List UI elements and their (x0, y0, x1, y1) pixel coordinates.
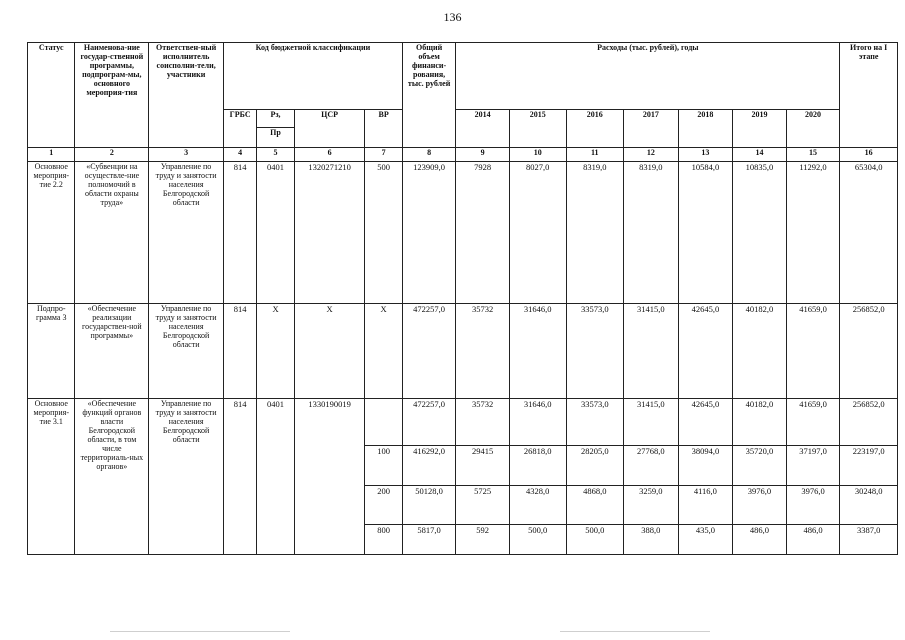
row-stage-total: 3387,0 (840, 525, 898, 555)
column-number: 12 (624, 148, 679, 162)
row-year-value: 33573,0 (566, 399, 624, 446)
row-stage-total: 65304,0 (840, 162, 898, 304)
header-budget-code: Код бюджетной классификации (224, 43, 403, 110)
column-number: 16 (840, 148, 898, 162)
row-total: 472257,0 (402, 304, 456, 399)
row-year-value: 500,0 (509, 525, 566, 555)
row-vr: 800 (365, 525, 402, 555)
row-total: 472257,0 (402, 399, 456, 446)
row-year-value: 41659,0 (786, 304, 840, 399)
row-year-value: 27768,0 (624, 446, 679, 486)
row-grbs: 814 (224, 399, 257, 555)
header-year-2017: 2017 (624, 110, 679, 148)
column-number: 15 (786, 148, 840, 162)
row-year-value: 26818,0 (509, 446, 566, 486)
row-year-value: 486,0 (786, 525, 840, 555)
row-year-value: 4116,0 (678, 486, 733, 525)
header-year-2019: 2019 (733, 110, 787, 148)
row-year-value: 40182,0 (733, 304, 787, 399)
header-row (28, 43, 898, 110)
column-number: 5 (257, 148, 294, 162)
row-year-value: 5725 (456, 486, 510, 525)
row-status: Основное мероприя-тие 3.1 (28, 399, 75, 555)
row-responsible: Управление по труду и занятости населения Белгородской области (149, 162, 224, 304)
row-year-value: 38094,0 (678, 446, 733, 486)
row-rzpr: 0401 (257, 399, 294, 555)
row-year-value: 31646,0 (509, 399, 566, 446)
row-year-value: 29415 (456, 446, 510, 486)
row-name: «Обеспечение реализации государствен-ной программы» (75, 304, 149, 399)
header-year-2015: 2015 (509, 110, 566, 148)
scan-artifact (560, 631, 710, 632)
row-total: 5817,0 (402, 525, 456, 555)
header-responsible: Ответствен-ный исполнитель соисполни-тели, участники (149, 43, 224, 148)
header-grbs: ГРБС (224, 110, 257, 148)
row-vr: 500 (365, 162, 402, 304)
row-year-value: 11292,0 (786, 162, 840, 304)
header-stage-total: Итого на I этапе (840, 43, 898, 148)
row-grbs: 814 (224, 304, 257, 399)
row-status: Основное мероприя-тие 2.2 (28, 162, 75, 304)
row-year-value: 592 (456, 525, 510, 555)
row-responsible: Управление по труду и занятости населения Белгородской области (149, 304, 224, 399)
column-number: 8 (402, 148, 456, 162)
row-year-value: 4328,0 (509, 486, 566, 525)
row-year-value: 10835,0 (733, 162, 787, 304)
row-year-value: 500,0 (566, 525, 624, 555)
row-csr: X (294, 304, 365, 399)
header-name: Наименова-ние государ-ственной программы, подпрограм-мы, основного мероприя-тия (75, 43, 149, 148)
row-year-value: 3976,0 (733, 486, 787, 525)
row-year-value: 4868,0 (566, 486, 624, 525)
header-expenses: Расходы (тыс. рублей), годы (456, 43, 840, 110)
table-row (28, 304, 898, 399)
column-number: 6 (294, 148, 365, 162)
header-pr: Пр (257, 128, 294, 148)
row-year-value: 35732 (456, 304, 510, 399)
row-year-value: 31415,0 (624, 304, 679, 399)
column-number-row (28, 148, 898, 162)
row-csr: 1320271210 (294, 162, 365, 304)
column-number: 11 (566, 148, 624, 162)
row-year-value: 10584,0 (678, 162, 733, 304)
row-year-value: 8319,0 (624, 162, 679, 304)
row-year-value: 8027,0 (509, 162, 566, 304)
row-stage-total: 223197,0 (840, 446, 898, 486)
header-year-2014: 2014 (456, 110, 510, 148)
column-number: 3 (149, 148, 224, 162)
header-status: Статус (28, 43, 75, 148)
header-csr: ЦСР (294, 110, 365, 148)
row-year-value: 33573,0 (566, 304, 624, 399)
row-grbs: 814 (224, 162, 257, 304)
row-stage-total: 256852,0 (840, 304, 898, 399)
row-year-value: 31415,0 (624, 399, 679, 446)
row-vr: 200 (365, 486, 402, 525)
column-number: 7 (365, 148, 402, 162)
row-year-value: 435,0 (678, 525, 733, 555)
header-vr: ВР (365, 110, 402, 148)
header-rz: Рз, (257, 110, 294, 128)
page-number: 136 (443, 10, 462, 24)
row-year-value: 8319,0 (566, 162, 624, 304)
row-name: «Субвенции на осуществле-ние полномочий в области охраны труда» (75, 162, 149, 304)
row-year-value: 37197,0 (786, 446, 840, 486)
row-year-value: 3976,0 (786, 486, 840, 525)
row-vr: X (365, 304, 402, 399)
row-year-value: 388,0 (624, 525, 679, 555)
row-responsible: Управление по труду и занятости населения Белгородской области (149, 399, 224, 555)
column-number: 14 (733, 148, 787, 162)
row-name: «Обеспечение функций органов власти Белгородской области, в том числе территориаль-ных органов» (75, 399, 149, 555)
row-stage-total: 256852,0 (840, 399, 898, 446)
column-number: 10 (509, 148, 566, 162)
row-vr (365, 399, 402, 446)
row-year-value: 7928 (456, 162, 510, 304)
header-year-2020: 2020 (786, 110, 840, 148)
table-row (28, 162, 898, 304)
row-year-value: 28205,0 (566, 446, 624, 486)
row-status: Подпро-грамма 3 (28, 304, 75, 399)
row-stage-total: 30248,0 (840, 486, 898, 525)
header-total: Общий объем финанси-рования, тыс. рублей (402, 43, 456, 148)
scan-artifact (110, 631, 290, 632)
row-total: 50128,0 (402, 486, 456, 525)
row-vr: 100 (365, 446, 402, 486)
column-number: 2 (75, 148, 149, 162)
header-year-2018: 2018 (678, 110, 733, 148)
header-year-2016: 2016 (566, 110, 624, 148)
row-rzpr: 0401 (257, 162, 294, 304)
row-total: 416292,0 (402, 446, 456, 486)
row-total: 123909,0 (402, 162, 456, 304)
budget-table (27, 42, 898, 555)
table-row (28, 399, 898, 446)
column-number: 1 (28, 148, 75, 162)
column-number: 4 (224, 148, 257, 162)
row-csr: 1330190019 (294, 399, 365, 555)
row-rzpr: X (257, 304, 294, 399)
row-year-value: 486,0 (733, 525, 787, 555)
row-year-value: 40182,0 (733, 399, 787, 446)
row-year-value: 42645,0 (678, 399, 733, 446)
row-year-value: 35732 (456, 399, 510, 446)
column-number: 13 (678, 148, 733, 162)
row-year-value: 31646,0 (509, 304, 566, 399)
row-year-value: 41659,0 (786, 399, 840, 446)
row-year-value: 35720,0 (733, 446, 787, 486)
row-year-value: 3259,0 (624, 486, 679, 525)
column-number: 9 (456, 148, 510, 162)
row-year-value: 42645,0 (678, 304, 733, 399)
